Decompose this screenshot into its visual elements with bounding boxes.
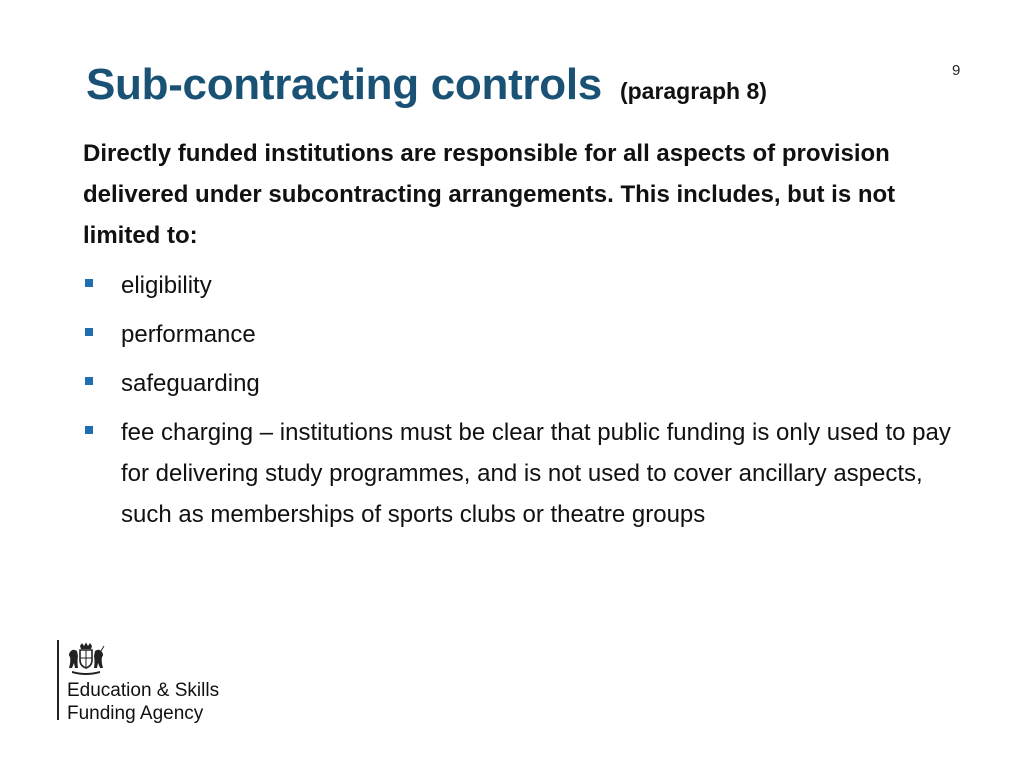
- agency-name-line-2: Funding Agency: [67, 703, 204, 724]
- slide-title: [86, 60, 767, 110]
- bullet-list: [83, 265, 953, 543]
- bullet-text: safeguarding: [121, 370, 260, 397]
- square-bullet-icon: [85, 328, 93, 336]
- bullet-item-safeguarding: [83, 363, 953, 404]
- title-paragraph-ref: (paragraph 8): [619, 78, 767, 104]
- bullet-item-fee-charging: [83, 412, 953, 535]
- royal-crest-icon: [66, 642, 106, 676]
- square-bullet-icon: [85, 279, 93, 287]
- bullet-text: performance: [121, 321, 256, 348]
- slide-number: 9: [952, 62, 961, 79]
- square-bullet-icon: [85, 377, 93, 385]
- square-bullet-icon: [85, 426, 93, 434]
- agency-logo: [57, 640, 257, 724]
- bullet-item-performance: [83, 314, 953, 355]
- bullet-text: eligibility: [121, 272, 212, 299]
- bullet-text: fee charging – institutions must be clear that public funding is only used to pay for delivering study programmes, and is not used to cover ancillary aspects, such as memberships of sports clubs or theatre groups: [121, 419, 951, 528]
- logo-divider: [57, 640, 59, 720]
- agency-name: [67, 679, 219, 725]
- bullet-item-eligibility: [83, 265, 953, 306]
- title-main: Sub-contracting controls: [86, 60, 602, 109]
- intro-paragraph: Directly funded institutions are responsible for all aspects of provision delivered under subcontracting arrangements. This includes, but is not limited to:: [83, 140, 896, 249]
- agency-name-line-1: Education & Skills: [67, 680, 220, 701]
